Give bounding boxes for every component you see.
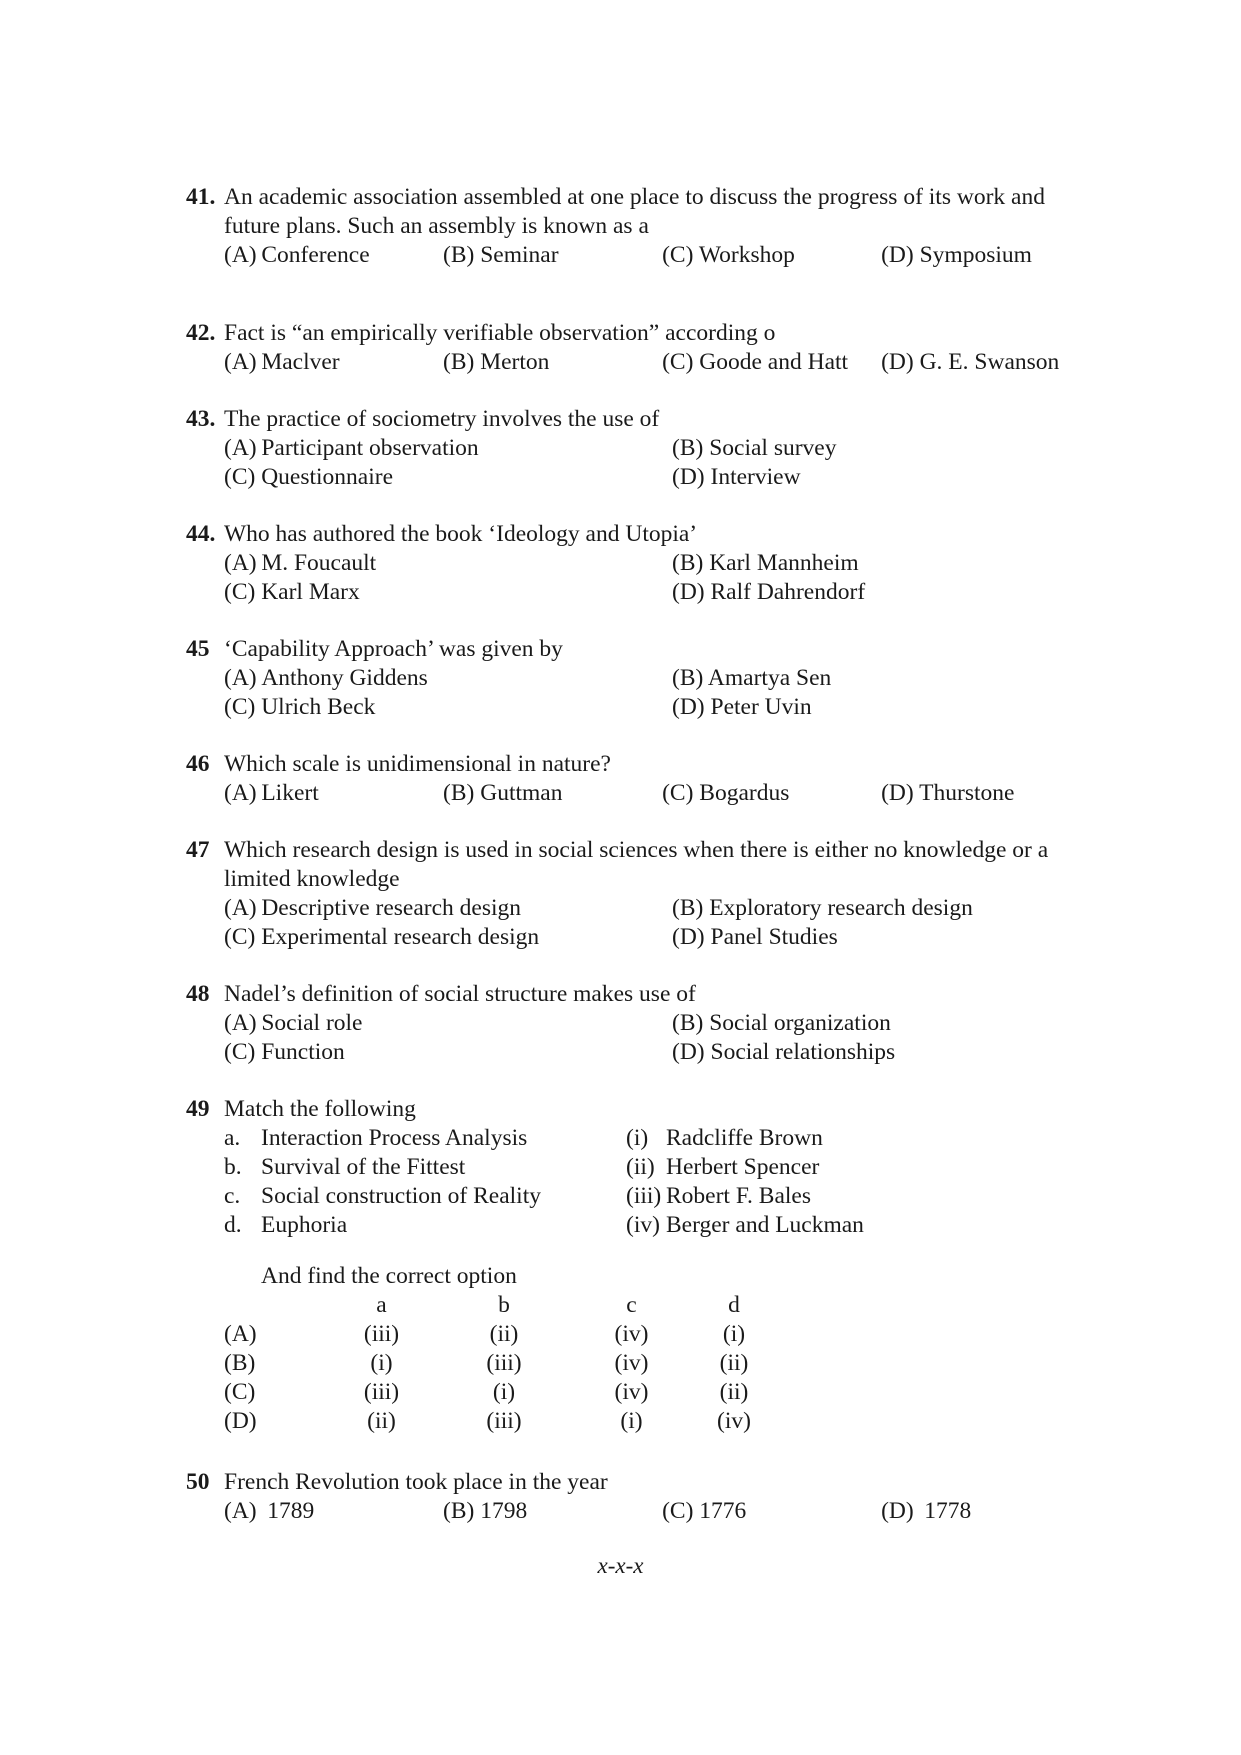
grid-cell: (i) bbox=[492, 1379, 516, 1405]
match-right-text: Robert F. Bales bbox=[666, 1183, 811, 1209]
grid-option: (D) bbox=[224, 1408, 257, 1434]
match-row bbox=[224, 1182, 1106, 1211]
question-text: An academic association assembled at one place to discuss the progress of its work and future plans. Such an assembly is known as a bbox=[224, 184, 1045, 239]
grid-cell: (iv) bbox=[614, 1321, 649, 1347]
match-left-label: c. bbox=[224, 1183, 241, 1209]
option-d: (D) G. E. Swanson bbox=[881, 349, 1060, 375]
question-49 bbox=[186, 1095, 1106, 1436]
grid-cell: (iv) bbox=[717, 1408, 751, 1434]
grid-row bbox=[224, 1378, 1106, 1407]
options bbox=[224, 664, 1106, 722]
option-a: (A) 1789 bbox=[224, 1498, 315, 1524]
grid-header-cell: c bbox=[626, 1292, 637, 1318]
match-right-label: (i) bbox=[626, 1125, 649, 1151]
question-number: 42. bbox=[186, 320, 216, 346]
match-left-text: Social construction of Reality bbox=[261, 1183, 541, 1209]
find-instruction: And find the correct option bbox=[261, 1263, 517, 1289]
grid-cell: (i) bbox=[370, 1350, 393, 1376]
option-c: (C) Workshop bbox=[662, 242, 795, 268]
option-b: (B) Social survey bbox=[672, 435, 837, 461]
match-right-text: Berger and Luckman bbox=[666, 1212, 864, 1238]
match-left-label: a. bbox=[224, 1125, 241, 1151]
question-number: 48 bbox=[186, 981, 210, 1007]
question-text: Nadel’s definition of social structure makes use of bbox=[224, 981, 696, 1007]
option-c: (C) Ulrich Beck bbox=[224, 694, 376, 720]
grid-cell: (i) bbox=[722, 1321, 746, 1347]
question-text: Match the following bbox=[224, 1096, 416, 1122]
option-d: (D) Peter Uvin bbox=[672, 694, 812, 720]
option-b: (B) Merton bbox=[443, 349, 550, 375]
option-a: (A) Maclver bbox=[224, 349, 340, 375]
question-43 bbox=[186, 405, 1106, 492]
option-c: (C) Bogardus bbox=[662, 780, 790, 806]
grid-cell: (iii) bbox=[363, 1321, 400, 1347]
grid-cell: (ii) bbox=[719, 1350, 749, 1376]
question-48 bbox=[186, 980, 1106, 1067]
option-b: (B) Karl Mannheim bbox=[672, 550, 859, 576]
question-number: 43. bbox=[186, 406, 216, 432]
question-number: 45 bbox=[186, 636, 210, 662]
question-text: The practice of sociometry involves the use of bbox=[224, 406, 660, 432]
grid-header-cell: d bbox=[728, 1292, 740, 1318]
match-right-text: Radcliffe Brown bbox=[666, 1125, 823, 1151]
question-50 bbox=[186, 1468, 1106, 1526]
question-text: ‘Capability Approach’ was given by bbox=[224, 636, 563, 662]
option-b: (B) Guttman bbox=[443, 780, 563, 806]
option-c: (C) Goode and Hatt bbox=[662, 349, 849, 375]
grid-option: (B) bbox=[224, 1350, 256, 1376]
grid-cell: (iv) bbox=[614, 1379, 649, 1405]
question-text: Who has authored the book ‘Ideology and Utopia’ bbox=[224, 521, 698, 547]
option-d: (D) 1778 bbox=[881, 1498, 972, 1524]
option-b: (B) 1798 bbox=[443, 1498, 528, 1524]
option-c: (C) 1776 bbox=[662, 1498, 747, 1524]
question-47 bbox=[186, 836, 1106, 952]
option-d: (D) Interview bbox=[672, 464, 801, 490]
question-number: 47 bbox=[186, 837, 210, 863]
option-a: (A) Likert bbox=[224, 780, 319, 806]
question-text: French Revolution took place in the year bbox=[224, 1469, 608, 1495]
options bbox=[224, 241, 1106, 270]
match-row bbox=[224, 1153, 1106, 1182]
grid-cell: (iii) bbox=[486, 1408, 522, 1434]
match-right-text: Herbert Spencer bbox=[666, 1154, 820, 1180]
match-left-text: Survival of the Fittest bbox=[261, 1154, 466, 1180]
grid-cell: (ii) bbox=[367, 1408, 396, 1434]
grid-header bbox=[224, 1291, 1106, 1320]
match-right-label: (iv) bbox=[626, 1212, 660, 1238]
question-text: Which research design is used in social sciences when there is either no knowledge or a limited knowledge bbox=[224, 837, 1049, 892]
option-b: (B) Seminar bbox=[443, 242, 559, 268]
answer-grid bbox=[224, 1291, 1106, 1436]
option-d: (D) Ralf Dahrendorf bbox=[672, 579, 866, 605]
match-left-text: Euphoria bbox=[261, 1212, 348, 1238]
question-text: Which scale is unidimensional in nature? bbox=[224, 751, 611, 777]
option-c: (C) Questionnaire bbox=[224, 464, 394, 490]
question-text: Fact is “an empirically verifiable observation” according o bbox=[224, 320, 776, 346]
options bbox=[224, 1497, 1106, 1526]
match-list bbox=[224, 1124, 1106, 1240]
question-number: 49 bbox=[186, 1096, 210, 1122]
option-a: (A) Participant observation bbox=[224, 435, 479, 461]
option-a: (A) Descriptive research design bbox=[224, 895, 522, 921]
match-right-label: (ii) bbox=[626, 1154, 655, 1180]
option-d: (D) Social relationships bbox=[672, 1039, 896, 1065]
option-a: (A) M. Foucault bbox=[224, 550, 377, 576]
grid-cell: (i) bbox=[620, 1408, 643, 1434]
match-row bbox=[224, 1124, 1106, 1153]
options bbox=[224, 1009, 1106, 1067]
options bbox=[224, 348, 1106, 377]
grid-row bbox=[224, 1320, 1106, 1349]
option-d: (D) Panel Studies bbox=[672, 924, 838, 950]
grid-cell: (iii) bbox=[363, 1379, 400, 1405]
match-left-label: b. bbox=[224, 1154, 242, 1180]
match-row bbox=[224, 1211, 1106, 1240]
match-left-label: d. bbox=[224, 1212, 242, 1238]
option-c: (C) Function bbox=[224, 1039, 345, 1065]
grid-cell: (iv) bbox=[614, 1350, 649, 1376]
question-42 bbox=[186, 319, 1106, 377]
question-number: 41. bbox=[186, 184, 216, 210]
options bbox=[224, 779, 1106, 808]
grid-header-cell: b bbox=[498, 1292, 510, 1318]
question-41 bbox=[186, 183, 1106, 270]
end-marker: x-x-x bbox=[597, 1553, 644, 1578]
grid-row bbox=[224, 1349, 1106, 1378]
option-a: (A) Social role bbox=[224, 1010, 363, 1036]
grid-header-cell: a bbox=[376, 1292, 387, 1318]
grid-cell: (ii) bbox=[489, 1321, 519, 1347]
grid-option: (C) bbox=[224, 1379, 256, 1405]
option-d: (D) Symposium bbox=[881, 242, 1032, 268]
options bbox=[224, 434, 1106, 492]
option-b: (B) Amartya Sen bbox=[672, 665, 832, 691]
question-44 bbox=[186, 520, 1106, 607]
option-b: (B) Social organization bbox=[672, 1010, 891, 1036]
question-number: 46 bbox=[186, 751, 210, 777]
question-number: 44. bbox=[186, 521, 216, 547]
grid-option: (A) bbox=[224, 1321, 257, 1347]
grid-cell: (ii) bbox=[719, 1379, 749, 1405]
question-45 bbox=[186, 635, 1106, 722]
option-a: (A) Anthony Giddens bbox=[224, 665, 428, 691]
option-a: (A) Conference bbox=[224, 242, 370, 268]
option-d: (D) Thurstone bbox=[881, 780, 1015, 806]
question-number: 50 bbox=[186, 1469, 210, 1495]
grid-cell: (iii) bbox=[486, 1350, 522, 1376]
question-46 bbox=[186, 750, 1106, 808]
option-c: (C) Experimental research design bbox=[224, 924, 540, 950]
option-c: (C) Karl Marx bbox=[224, 579, 360, 605]
match-right-label: (iii) bbox=[626, 1183, 662, 1209]
option-b: (B) Exploratory research design bbox=[672, 895, 973, 921]
match-left-text: Interaction Process Analysis bbox=[261, 1125, 528, 1151]
grid-row bbox=[224, 1407, 1106, 1436]
options bbox=[224, 549, 1106, 607]
options bbox=[224, 894, 1106, 952]
